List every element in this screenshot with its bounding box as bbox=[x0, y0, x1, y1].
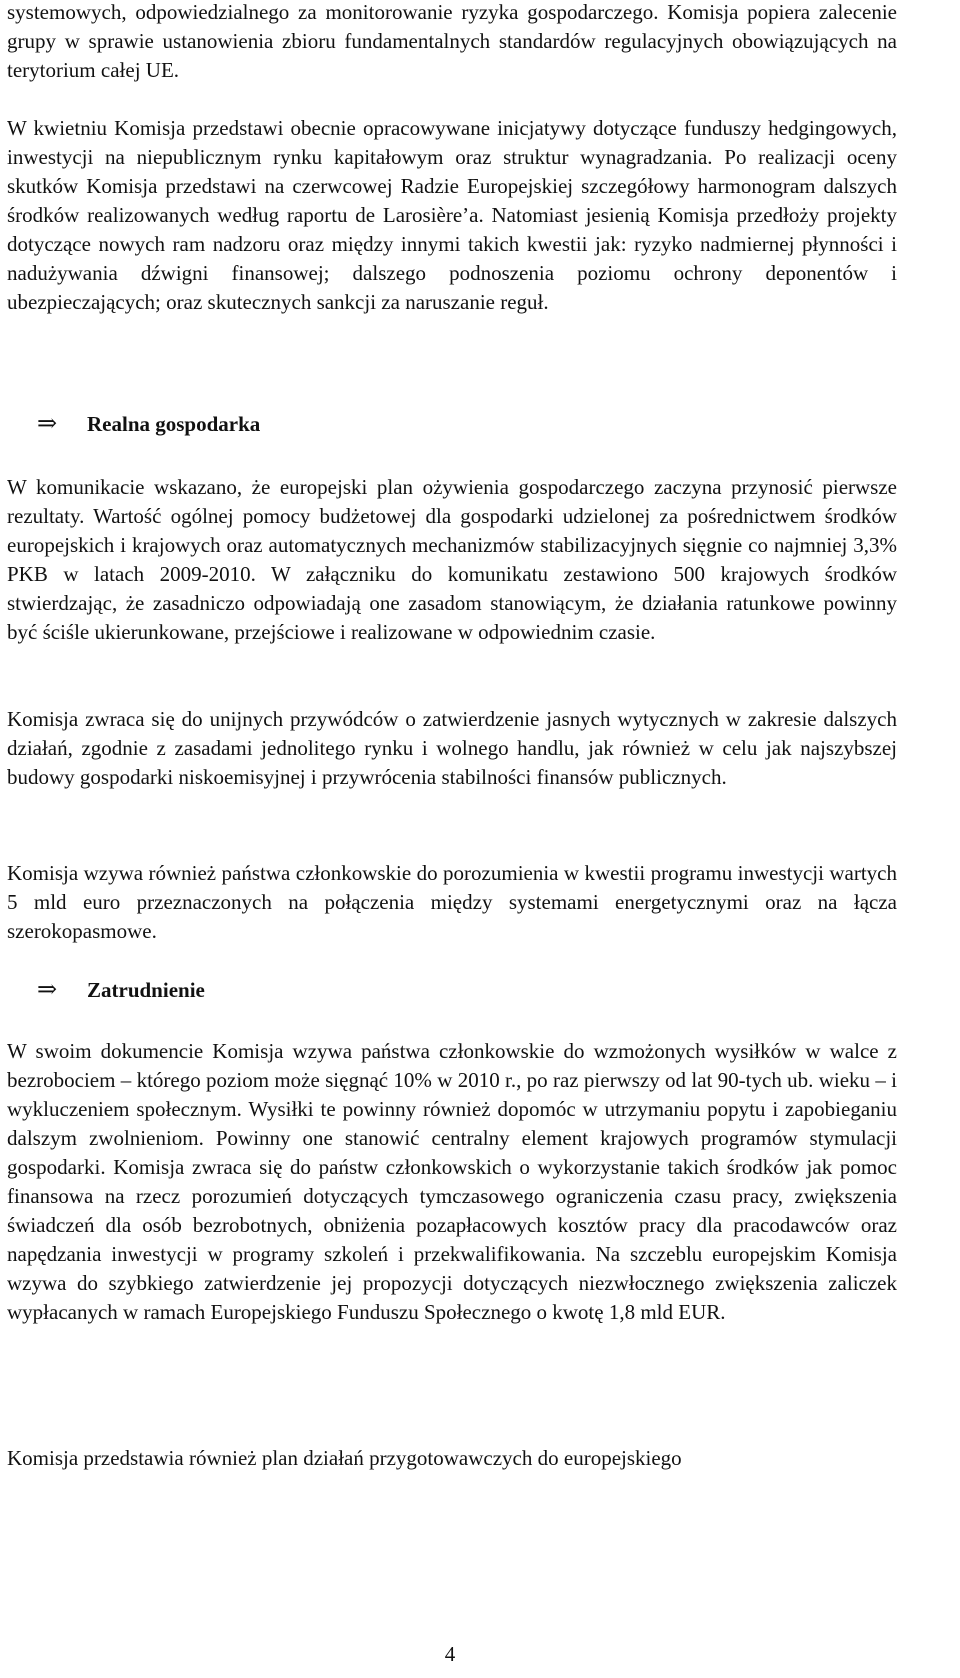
paragraph-recovery-plan: W komunikacie wskazano, że europejski plan ożywienia gospodarczego zaczyna przynosić pierwsze rezultaty. Wartość ogólnej pomocy budżetowej dla gospodarki udzielonej za pośrednictwem środków europejskich i krajowych oraz automatycznych mechanizmów stabilizacyjnych sięgnie co najmniej 3,3% PKB w latach 2009-2010. W załączniku do komunikatu zestawiono 500 krajowych środków stwierdzając, że zasadniczo odpowiadają one zasadom stanowiącym, że działania ratunkowe powinny być ściśle ukierunkowane, przejściowe i realizowane w odpowiednim czasie. bbox=[7, 475, 897, 644]
section-heading-label: Realna gospodarka bbox=[87, 412, 261, 436]
double-arrow-icon: ⇒ bbox=[37, 411, 58, 437]
section-heading-real-economy bbox=[37, 410, 260, 439]
paragraph-investment-program: Komisja wzywa również państwa członkowskie do porozumienia w kwestii programu inwestycji wartych 5 mld euro przeznaczonych na połączenia między systemami energetycznymi oraz na łącza szerokopasmowe. bbox=[7, 861, 897, 943]
section-heading-employment bbox=[37, 976, 205, 1005]
paragraph-unemployment: W swoim dokumencie Komisja wzywa państwa członkowskie do wzmożonych wysiłków w walce z bezrobociem – którego poziom może sięgnąć 10% w 2010 r., po raz pierwszy od lat 90-tych ub. wieku – i wykluczeniem społecznym. Wysiłki te powinny również dopomóc w utrzymaniu popytu i zapobieganiu dalszym zwolnieniom. Powinny one stanowić centralny element krajowych programów stymulacji gospodarki. Komisja zwraca się do państw członkowskich o wykorzystanie takich środków jak pomoc finansowa na rzecz porozumień dotyczących tymczasowego ograniczenia czasu pracy, zwiększenia świadczeń dla osób bezrobotnych, obniżenia pozapłacowych kosztów pracy dla pracodawców oraz napędzania inwestycji w programy szkoleń i przekwalifikowania. Na szczeblu europejskim Komisja wzywa do szybkiego zatwierdzenie jej propozycji dotyczących niezwłocznego zwiększenia zaliczek wypłacanych w ramach Europejskiego Funduszu Społecznego o kwotę 1,8 mld EUR. bbox=[7, 1039, 897, 1324]
page-number: 4 bbox=[444, 1642, 456, 1666]
paragraph-april-initiatives: W kwietniu Komisja przedstawi obecnie opracowywane inicjatywy dotyczące funduszy hedgingowych, inwestycji na niepublicznym rynku kapitałowym oraz struktur wynagradzania. Po realizacji oceny skutków Komisja przedstawi na czerwcowej Radzie Europejskiej szczegółowy harmonogram dalszych środków realizowanych według raportu de Larosière’a. Natomiast jesienią Komisja przedłoży projekty dotyczące nowych ram nadzoru oraz między innymi takich kwestii jak: ryzyko nadmiernej płynności i nadużywania dźwigni finansowej; dalszego podnoszenia poziomu ochrony deponentów i ubezpieczających; oraz skutecznych sankcji za naruszanie reguł. bbox=[7, 116, 897, 314]
double-arrow-icon: ⇒ bbox=[37, 977, 58, 1003]
paragraph-monitoring-risk: systemowych, odpowiedzialnego za monitorowanie ryzyka gospodarczego. Komisja popiera zalecenie grupy w sprawie ustanowienia zbioru fundamentalnych standardów regulacyjnych obowiązujących na terytorium całej UE. bbox=[7, 0, 897, 82]
section-heading-label: Zatrudnienie bbox=[87, 978, 205, 1002]
paragraph-guidelines: Komisja zwraca się do unijnych przywódców o zatwierdzenie jasnych wytycznych w zakresie dalszych działań, zgodnie z zasadami jednolitego rynku i wolnego handlu, jak również w celu jak najszybszej budowy gospodarki niskoemisyjnej i przywrócenia stabilności finansów publicznych. bbox=[7, 707, 897, 789]
paragraph-preparatory-actions: Komisja przedstawia również plan działań przygotowawczych do europejskiego bbox=[7, 1446, 682, 1470]
